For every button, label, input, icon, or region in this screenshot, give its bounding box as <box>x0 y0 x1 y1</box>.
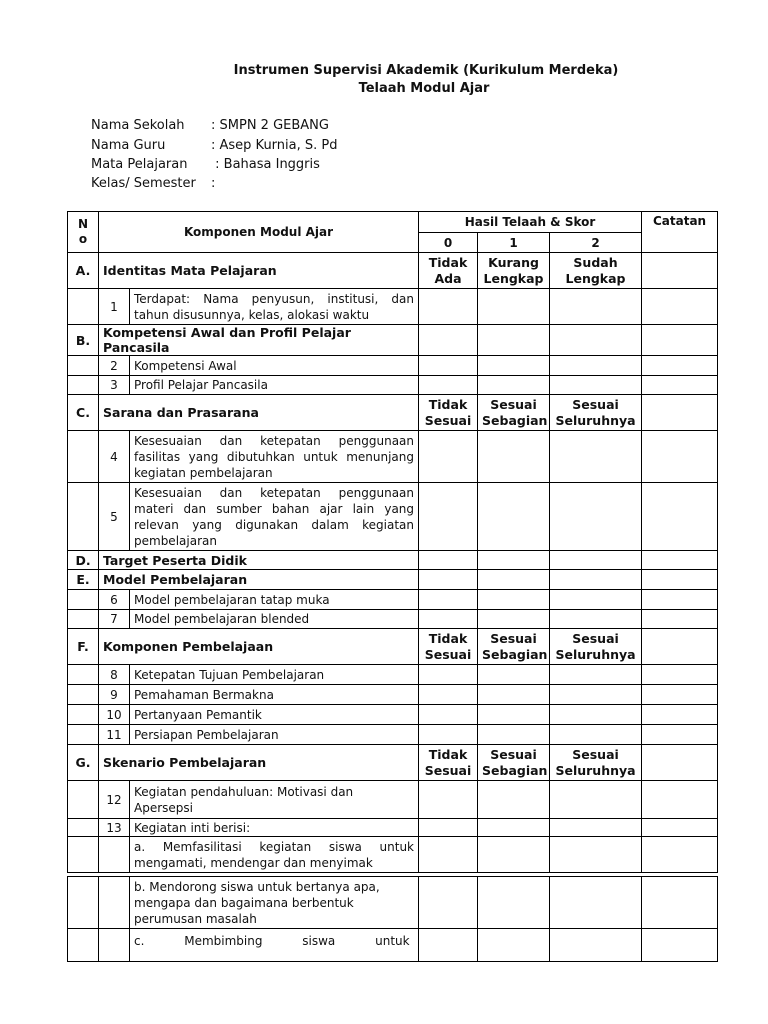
item-text: Kompetensi Awal <box>130 356 419 376</box>
section-letter: C. <box>68 395 99 431</box>
notes-cell[interactable] <box>642 837 718 873</box>
score-cell[interactable] <box>419 929 478 962</box>
notes-cell <box>642 629 718 665</box>
info-row-teacher <box>91 138 337 153</box>
section-title: Target Peserta Didik <box>99 551 419 570</box>
section-row-f <box>68 629 718 665</box>
score-cell[interactable] <box>478 610 550 629</box>
item-number: 8 <box>99 665 130 685</box>
score-cell[interactable] <box>419 590 478 610</box>
score-cell[interactable] <box>478 590 550 610</box>
section-row-a <box>68 253 718 289</box>
item-row <box>68 483 718 551</box>
notes-cell[interactable] <box>642 590 718 610</box>
item-number: 3 <box>99 376 130 395</box>
section-title: Komponen Pembelajaan <box>99 629 419 665</box>
header-row <box>68 212 718 233</box>
review-table <box>67 211 718 873</box>
item-text: b. Mendorong siswa untuk bertanya apa, mengapa dan bagaimana berbentuk perumusan masalah <box>130 877 419 929</box>
score-cell[interactable] <box>550 837 642 873</box>
score-cell[interactable] <box>478 431 550 483</box>
item-row <box>68 725 718 745</box>
score-label-1: Kurang Lengkap <box>478 253 550 289</box>
score-label-1: Sesuai Sebagian <box>478 395 550 431</box>
section-letter: E. <box>68 570 99 590</box>
item-row <box>68 929 718 962</box>
item-row <box>68 781 718 819</box>
section-letter: G. <box>68 745 99 781</box>
notes-cell[interactable] <box>642 483 718 551</box>
item-text: Kesesuaian dan ketepatan penggunaan fasilitas yang dibutuhkan untuk menunjang kegiatan pembelajaran <box>130 431 419 483</box>
section-row-d <box>68 551 718 570</box>
score-cell[interactable] <box>550 289 642 325</box>
score-2: 2 <box>550 233 642 253</box>
score-cell[interactable] <box>550 685 642 705</box>
score-1: 1 <box>478 233 550 253</box>
section-letter: A. <box>68 253 99 289</box>
item-number: 11 <box>99 725 130 745</box>
score-cell[interactable] <box>550 781 642 819</box>
header-komponen: Komponen Modul Ajar <box>99 212 419 253</box>
score-label-0: Tidak Sesuai <box>419 395 478 431</box>
score-0: 0 <box>419 233 478 253</box>
notes-cell[interactable] <box>642 665 718 685</box>
score-label-1: Sesuai Sebagian <box>478 629 550 665</box>
item-text: Terdapat: Nama penyusun, institusi, dan tahun disusunnya, kelas, alokasi waktu <box>130 289 419 325</box>
info-value: : Asep Kurnia, S. Pd <box>211 138 338 153</box>
notes-cell <box>642 745 718 781</box>
info-row-school <box>91 118 329 133</box>
notes-cell[interactable] <box>642 877 718 929</box>
score-cell[interactable] <box>550 431 642 483</box>
item-number: 12 <box>99 781 130 819</box>
score-cell[interactable] <box>478 665 550 685</box>
score-label-0: Tidak Ada <box>419 253 478 289</box>
item-row <box>68 685 718 705</box>
section-title: Skenario Pembelajaran <box>99 745 419 781</box>
notes-cell[interactable] <box>642 781 718 819</box>
item-text: Model pembelajaran blended <box>130 610 419 629</box>
score-label-2: Sesuai Seluruhnya <box>550 395 642 431</box>
item-row <box>68 705 718 725</box>
item-row <box>68 877 718 929</box>
info-label: Kelas/ Semester <box>91 176 196 191</box>
item-number: 5 <box>99 483 130 551</box>
score-cell[interactable] <box>478 289 550 325</box>
item-number: 7 <box>99 610 130 629</box>
score-cell[interactable] <box>478 877 550 929</box>
info-label: Nama Sekolah <box>91 118 185 133</box>
notes-cell <box>642 253 718 289</box>
score-cell[interactable] <box>419 705 478 725</box>
score-cell[interactable] <box>550 376 642 395</box>
notes-cell[interactable] <box>642 685 718 705</box>
item-number: 1 <box>99 289 130 325</box>
item-number: 9 <box>99 685 130 705</box>
document-title: Instrumen Supervisi Akademik (Kurikulum Merdeka) <box>233 63 619 78</box>
notes-cell[interactable] <box>642 289 718 325</box>
item-row <box>68 289 718 325</box>
score-cell[interactable] <box>550 590 642 610</box>
item-number: 2 <box>99 356 130 376</box>
section-row-c <box>68 395 718 431</box>
score-cell[interactable] <box>550 483 642 551</box>
section-letter: F. <box>68 629 99 665</box>
score-cell[interactable] <box>550 610 642 629</box>
info-value: : <box>211 176 216 191</box>
section-title: Model Pembelajaran <box>99 570 419 590</box>
notes-cell <box>642 395 718 431</box>
header-no: N o <box>68 212 99 253</box>
section-row-b <box>68 325 718 356</box>
item-number: 13 <box>99 819 130 837</box>
score-cell[interactable] <box>419 685 478 705</box>
info-label: Mata Pelajaran <box>91 157 188 172</box>
item-text: Persiapan Pembelajaran <box>130 725 419 745</box>
score-cell[interactable] <box>550 665 642 685</box>
score-cell[interactable] <box>419 289 478 325</box>
info-value: : SMPN 2 GEBANG <box>211 118 329 133</box>
notes-cell[interactable] <box>642 610 718 629</box>
notes-cell[interactable] <box>642 929 718 962</box>
notes-cell[interactable] <box>642 705 718 725</box>
info-row-subject <box>91 157 320 172</box>
item-text: Profil Pelajar Pancasila <box>130 376 419 395</box>
item-text: Pertanyaan Pemantik <box>130 705 419 725</box>
notes-cell[interactable] <box>642 725 718 745</box>
score-cell[interactable] <box>419 376 478 395</box>
item-row <box>68 665 718 685</box>
score-cell[interactable] <box>478 725 550 745</box>
header-hasil: Hasil Telaah & Skor <box>419 212 642 233</box>
score-cell[interactable] <box>478 685 550 705</box>
score-cell[interactable] <box>478 929 550 962</box>
score-cell[interactable] <box>550 725 642 745</box>
section-title: Kompetensi Awal dan Profil Pelajar Pancasila <box>99 325 419 356</box>
item-row <box>68 590 718 610</box>
section-row-g <box>68 745 718 781</box>
info-label: Nama Guru <box>91 138 166 153</box>
item-text: Kesesuaian dan ketepatan penggunaan materi dan sumber bahan ajar lain yang relevan yang digunakan dalam kegiatan pembelajaran <box>130 483 419 551</box>
item-text: a. Memfasilitasi kegiatan siswa untuk mengamati, mendengar dan menyimak <box>130 837 419 873</box>
score-cell[interactable] <box>419 610 478 629</box>
score-label-2: Sesuai Seluruhnya <box>550 629 642 665</box>
document-subtitle: Telaah Modul Ajar <box>358 81 490 96</box>
item-number: 4 <box>99 431 130 483</box>
item-row <box>68 376 718 395</box>
info-value: : Bahasa Inggris <box>211 157 320 172</box>
item-row <box>68 356 718 376</box>
score-cell[interactable] <box>478 483 550 551</box>
info-row-class <box>91 176 215 191</box>
item-row <box>68 837 718 873</box>
item-text: Ketepatan Tujuan Pembelajaran <box>130 665 419 685</box>
score-cell[interactable] <box>478 781 550 819</box>
score-label-2: Sesuai Seluruhnya <box>550 745 642 781</box>
review-table-continued <box>67 876 718 962</box>
score-label-2: Sudah Lengkap <box>550 253 642 289</box>
item-number: 6 <box>99 590 130 610</box>
score-cell[interactable] <box>550 877 642 929</box>
section-letter: B. <box>68 325 99 356</box>
item-text: Pemahaman Bermakna <box>130 685 419 705</box>
section-title: Identitas Mata Pelajaran <box>99 253 419 289</box>
item-row <box>68 431 718 483</box>
score-cell[interactable] <box>419 877 478 929</box>
score-cell[interactable] <box>419 665 478 685</box>
section-title: Sarana dan Prasarana <box>99 395 419 431</box>
score-cell[interactable] <box>478 705 550 725</box>
score-label-0: Tidak Sesuai <box>419 629 478 665</box>
header-catatan: Catatan <box>642 212 718 253</box>
score-label-0: Tidak Sesuai <box>419 745 478 781</box>
item-text: Kegiatan pendahuluan: Motivasi dan Apersepsi <box>130 781 419 819</box>
score-cell[interactable] <box>419 725 478 745</box>
score-cell[interactable] <box>419 483 478 551</box>
notes-cell[interactable] <box>642 356 718 376</box>
score-cell[interactable] <box>550 929 642 962</box>
item-number: 10 <box>99 705 130 725</box>
item-row <box>68 610 718 629</box>
section-row-e <box>68 570 718 590</box>
item-text: c. Membimbing siswa untuk <box>130 929 419 962</box>
item-row <box>68 819 718 837</box>
score-cell[interactable] <box>478 376 550 395</box>
score-cell[interactable] <box>550 705 642 725</box>
score-label-1: Sesuai Sebagian <box>478 745 550 781</box>
score-cell[interactable] <box>419 356 478 376</box>
score-cell[interactable] <box>419 837 478 873</box>
score-cell[interactable] <box>419 431 478 483</box>
score-cell[interactable] <box>478 837 550 873</box>
item-text: Kegiatan inti berisi: <box>130 819 419 837</box>
score-cell[interactable] <box>419 781 478 819</box>
score-cell[interactable] <box>550 356 642 376</box>
item-text: Model pembelajaran tatap muka <box>130 590 419 610</box>
section-letter: D. <box>68 551 99 570</box>
score-cell[interactable] <box>478 356 550 376</box>
notes-cell[interactable] <box>642 431 718 483</box>
notes-cell[interactable] <box>642 376 718 395</box>
